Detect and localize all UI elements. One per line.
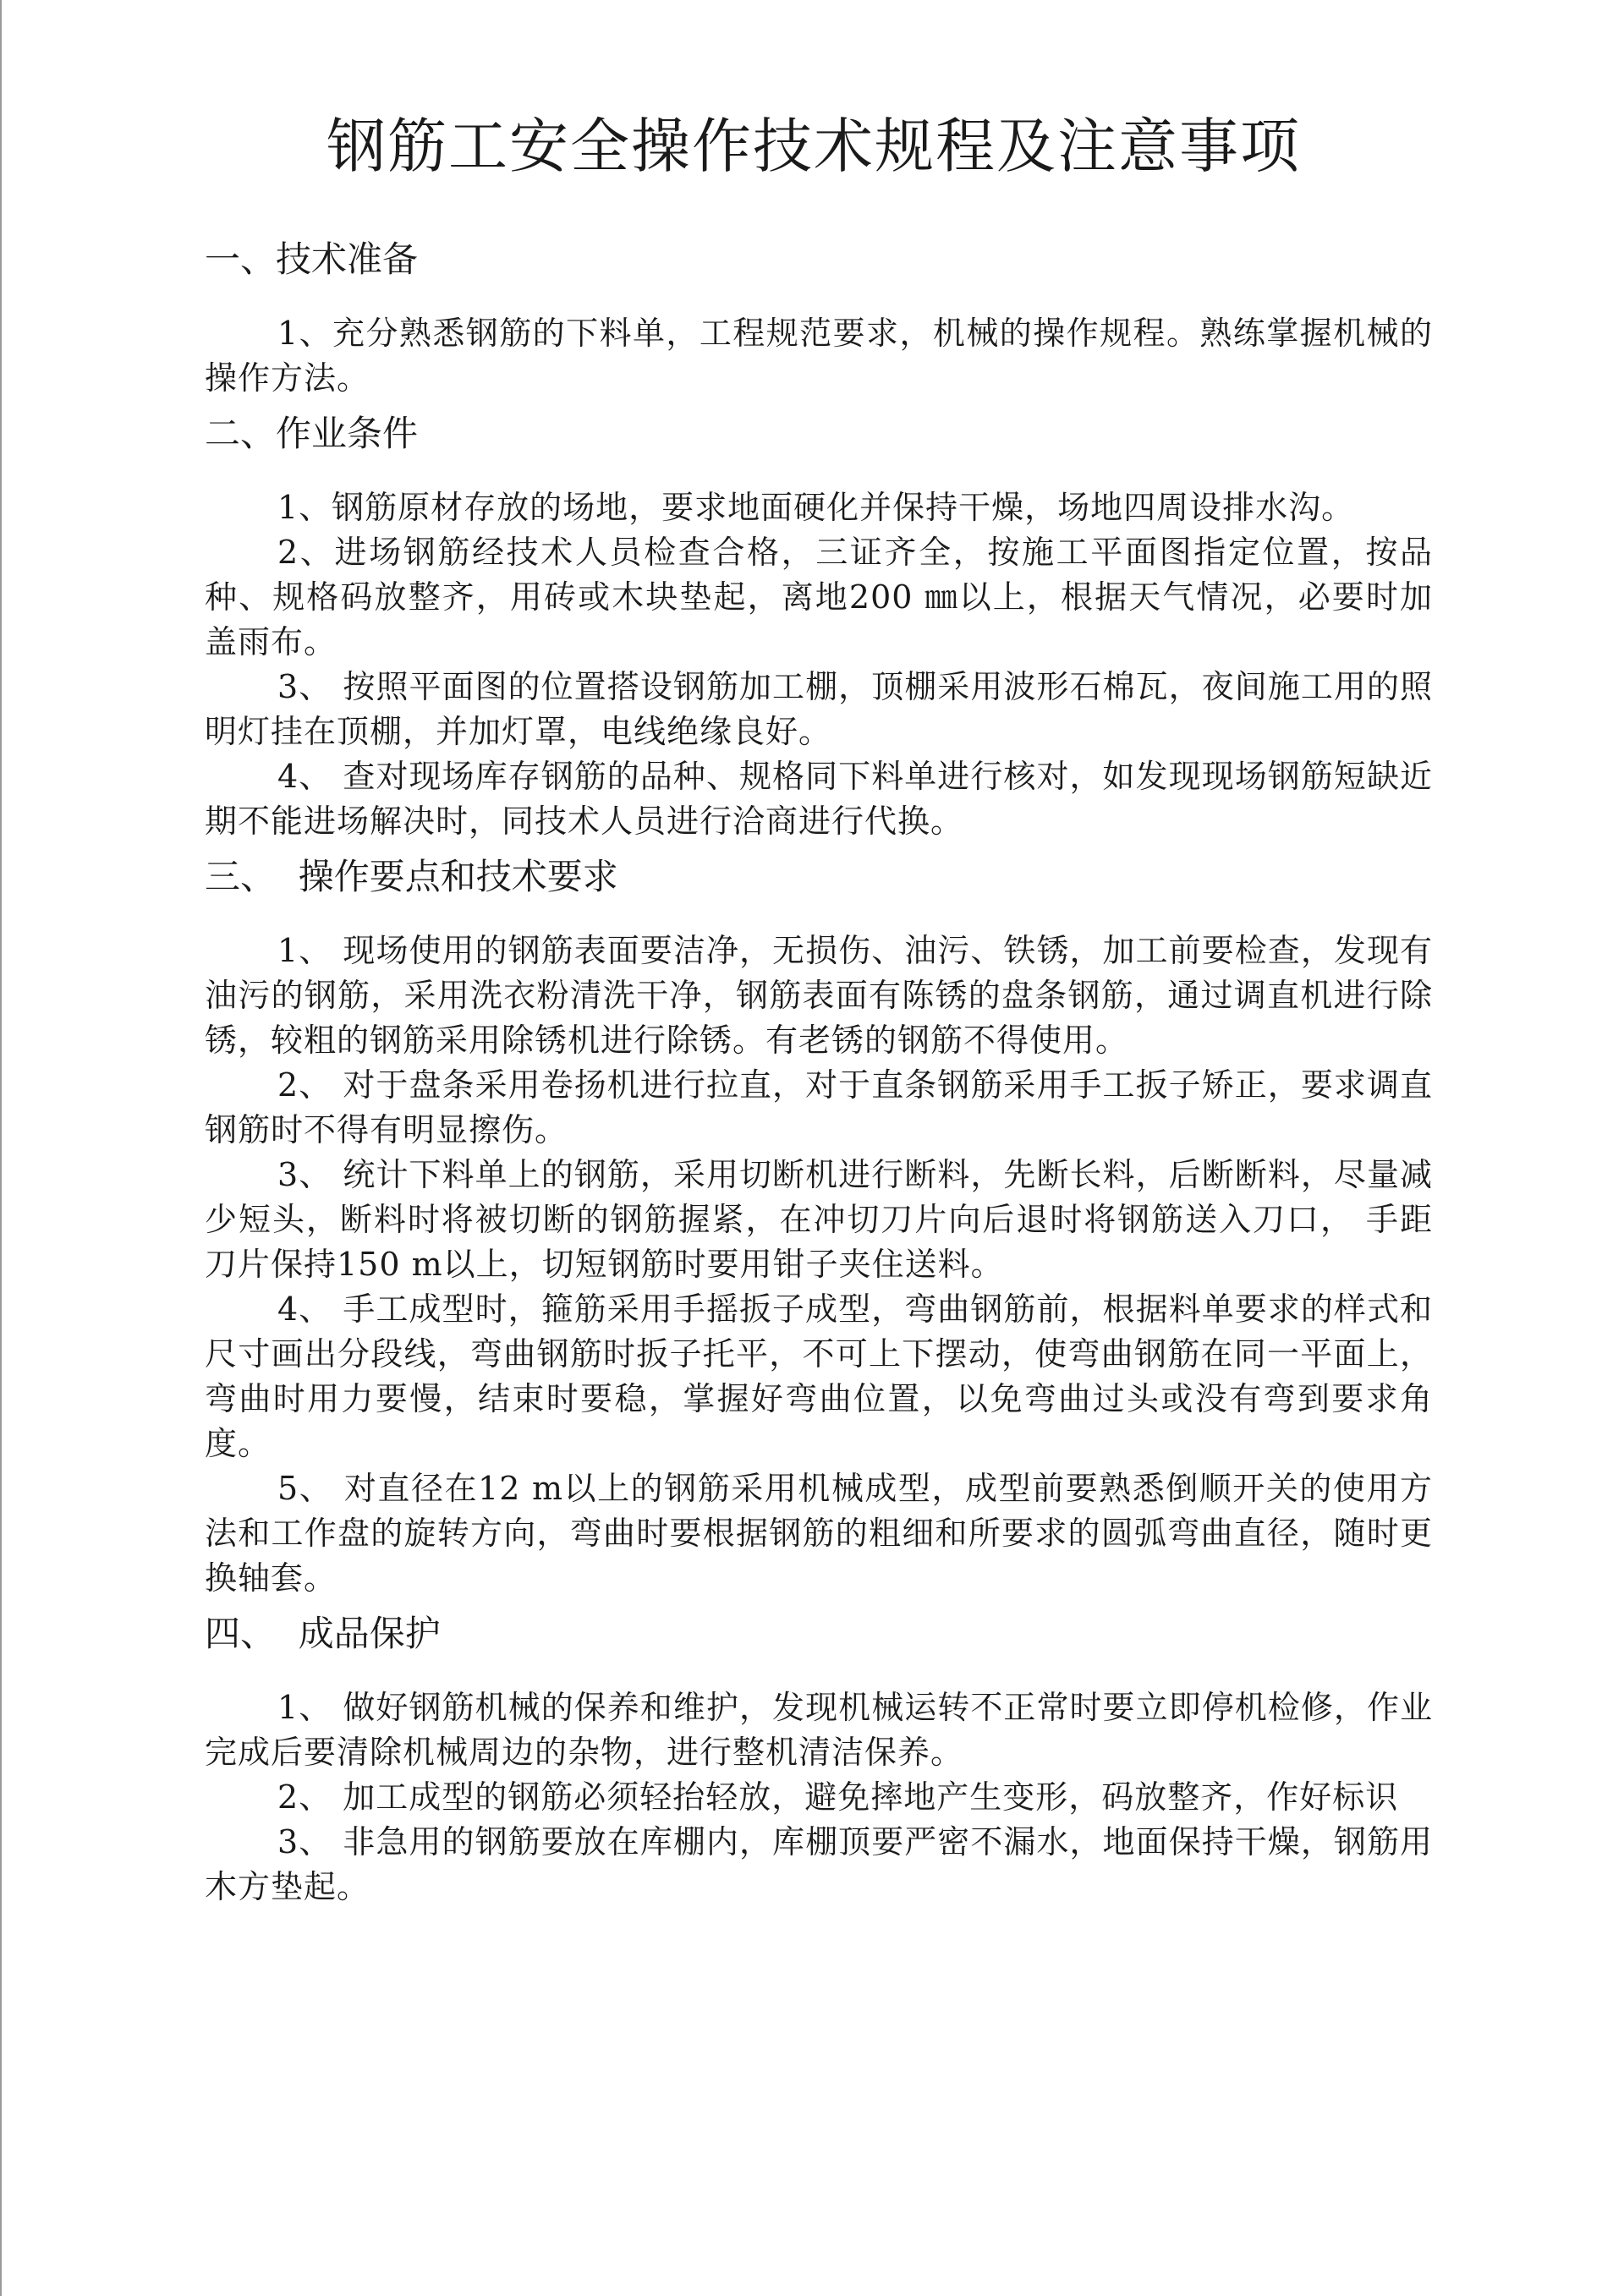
paragraph: 2、 对于盘条采用卷扬机进行拉直，对于直条钢筋采用手工扳子矫正，要求调直钢筋时不得有明显擦伤。 (205, 1066, 1433, 1148)
document-title: 钢筋工安全操作技术规程及注意事项 (326, 112, 1301, 181)
paragraph: 1、 做好钢筋机械的保养和维护，发现机械运转不正常时要立即停机检修，作业完成后要清除机械周边的杂物，进行整机清洁保养。 (205, 1689, 1433, 1771)
paragraph: 4、 查对现场库存钢筋的品种、规格同下料单进行核对，如发现现场钢筋短缺近期不能进场解决时，同技术人员进行洽商进行代换。 (205, 758, 1433, 840)
paragraph: 4、 手工成型时，箍筋采用手摇扳子成型，弯曲钢筋前，根据料单要求的样式和尺寸画出分段线，弯曲钢筋时扳子托平，不可上下摆动，使弯曲钢筋在同一平面上，弯曲时用力要慢，结束时要稳，掌握好弯曲位置，以免弯曲过头或没有弯到要求角度。 (205, 1290, 1433, 1462)
paragraph: 3、 按照平面图的位置搭设钢筋加工棚，顶棚采用波形石棉瓦，夜间施工用的照明灯挂在顶棚，并加灯罩，电线绝缘良好。 (205, 668, 1433, 750)
section-heading-2: 二、作业条件 (205, 413, 419, 454)
section-heading-4: 四、 成品保护 (205, 1613, 441, 1654)
paragraph: 3、 统计下料单上的钢筋，采用切断机进行断料，先断长料，后断断料，尽量减少短头，断料时将被切断的钢筋握紧，在冲切刀片向后退时将钢筋送入刀口， 手距刀片保持150 m以上，切短钢筋时要用钳子夹住送料。 (205, 1156, 1433, 1283)
document-body (205, 228, 1433, 1910)
paragraph: 1、充分熟悉钢筋的下料单，工程规范要求，机械的操作规程。熟练掌握机械的操作方法。 (205, 315, 1433, 397)
paragraph: 2、进场钢筋经技术人员检查合格，三证齐全，按施工平面图指定位置，按品种、规格码放整齐，用砖或木块垫起，离地200 ㎜以上，根据天气情况，必要时加盖雨布。 (205, 534, 1433, 660)
paragraph: 2、 加工成型的钢筋必须轻抬轻放，避免摔地产生变形，码放整齐，作好标识 (277, 1778, 1399, 1816)
paragraph: 1、 现场使用的钢筋表面要洁净，无损伤、油污、铁锈，加工前要检查，发现有油污的钢筋，采用洗衣粉清洗干净，钢筋表面有陈锈的盘条钢筋，通过调直机进行除锈，较粗的钢筋采用除锈机进行除锈。有老锈的钢筋不得使用。 (205, 932, 1433, 1059)
section-heading-1: 一、技术准备 (205, 238, 419, 280)
section-heading-3: 三、 操作要点和技术要求 (205, 856, 618, 897)
paragraph: 5、 对直径在12 m以上的钢筋采用机械成型，成型前要熟悉倒顺开关的使用方法和工作盘的旋转方向，弯曲时要根据钢筋的粗细和所要求的圆弧弯曲直径，随时更换轴套。 (205, 1470, 1433, 1597)
paragraph: 1、钢筋原材存放的场地，要求地面硬化并保持干燥，场地四周设排水沟。 (277, 489, 1355, 526)
paragraph: 3、 非急用的钢筋要放在库棚内，库棚顶要严密不漏水，地面保持干燥，钢筋用木方垫起。 (205, 1823, 1433, 1905)
